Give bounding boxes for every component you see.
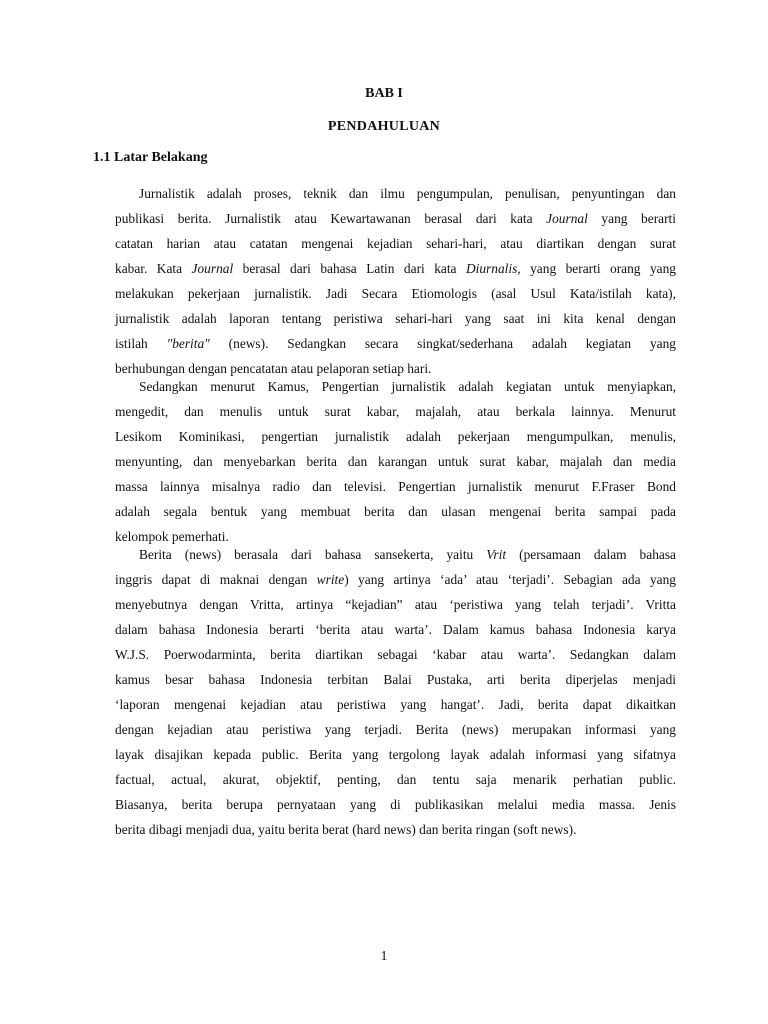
paragraph-line: jurnalistik adalah laporan tentang peristiwa sehari-hari yang saat ini kita kenal dengan xyxy=(115,311,676,326)
paragraph-line: kamus besar bahasa Indonesia terbitan Balai Pustaka, arti berita diperjelas menjadi xyxy=(115,672,676,687)
paragraph-line: catatan harian atau catatan mengenai kejadian sehari-hari, atau diartikan dengan surat xyxy=(115,236,676,251)
paragraph-2 xyxy=(115,374,676,543)
paragraph-line: menyunting, dan menyebarkan berita dan karangan untuk surat kabar, majalah dan media xyxy=(115,454,676,469)
paragraph-line: adalah segala bentuk yang membuat berita dan ulasan mengenai berita sampai pada xyxy=(115,504,676,519)
paragraph-line: berhubungan dengan pencatatan atau pelaporan setiap hari. xyxy=(115,361,432,376)
paragraph-line: Berita (news) berasala dari bahasa sansekerta, yaitu Vrit (persamaan dalam bahasa xyxy=(139,547,676,562)
paragraph-1 xyxy=(115,181,676,375)
paragraph-line: Lesikom Kominikasi, pengertian jurnalistik adalah pekerjaan mengumpulkan, menulis, xyxy=(115,429,676,444)
chapter-title: PENDAHULUAN xyxy=(327,119,441,134)
paragraph-line: publikasi berita. Jurnalistik atau Kewartawanan berasal dari kata Journal yang berarti xyxy=(115,211,677,226)
section-heading: 1.1 Latar Belakang xyxy=(93,150,208,165)
paragraph-line: istilah "berita" (news). Sedangkan secara singkat/sederhana adalah kegiatan yang xyxy=(115,336,676,351)
paragraph-3 xyxy=(115,542,676,842)
paragraph-line: factual, actual, akurat, objektif, penting, dan tentu saja menarik perhatian public. xyxy=(115,772,676,787)
paragraph-line: ‘laporan mengenai kejadian atau peristiwa yang hangat’. Jadi, berita dapat dikaitkan xyxy=(115,697,676,712)
paragraph-line: inggris dapat di maknai dengan write) yang artinya ‘ada’ atau ‘terjadi’. Sebagian ada yang xyxy=(115,572,676,587)
chapter-number: BAB I xyxy=(365,86,403,101)
paragraph-line: Sedangkan menurut Kamus, Pengertian jurnalistik adalah kegiatan untuk menyiapkan, xyxy=(139,379,676,394)
paragraph-line: menyebutnya dengan Vritta, artinya “kejadian” atau ‘peristiwa yang telah terjadi’. Vritta xyxy=(115,597,676,612)
paragraph-line: Jurnalistik adalah proses, teknik dan ilmu pengumpulan, penulisan, penyuntingan dan xyxy=(139,186,676,201)
paragraph-line: melakukan pekerjaan jurnalistik. Jadi Secara Etiomologis (asal Usul Kata/istilah kata), xyxy=(115,286,676,301)
paragraph-line: W.J.S. Poerwodarminta, berita diartikan sebagai ‘kabar atau warta’. Sedangkan dalam xyxy=(115,647,676,662)
page-number: 1 xyxy=(380,948,388,963)
paragraph-line: mengedit, dan menulis untuk surat kabar, majalah, atau berkala lainnya. Menurut xyxy=(115,404,676,419)
paragraph-line: layak disajikan kepada public. Berita yang tergolong layak adalah informasi yang sifatnya xyxy=(115,747,676,762)
paragraph-line: dalam bahasa Indonesia berarti ‘berita atau warta’. Dalam kamus bahasa Indonesia karya xyxy=(115,622,676,637)
paragraph-line: kabar. Kata Journal berasal dari bahasa Latin dari kata Diurnalis, yang berarti orang yang xyxy=(115,261,676,276)
paragraph-line: Biasanya, berita berupa pernyataan yang di publikasikan melalui media massa. Jenis xyxy=(115,797,676,812)
paragraph-line: dengan kejadian atau peristiwa yang terjadi. Berita (news) merupakan informasi yang xyxy=(115,722,676,737)
paragraph-line: kelompok pemerhati. xyxy=(115,529,229,544)
paragraph-line: massa lainnya misalnya radio dan televisi. Pengertian jurnalistik menurut F.Fraser Bond xyxy=(115,479,676,494)
paragraph-line: berita dibagi menjadi dua, yaitu berita berat (hard news) dan berita ringan (soft news). xyxy=(115,822,577,837)
